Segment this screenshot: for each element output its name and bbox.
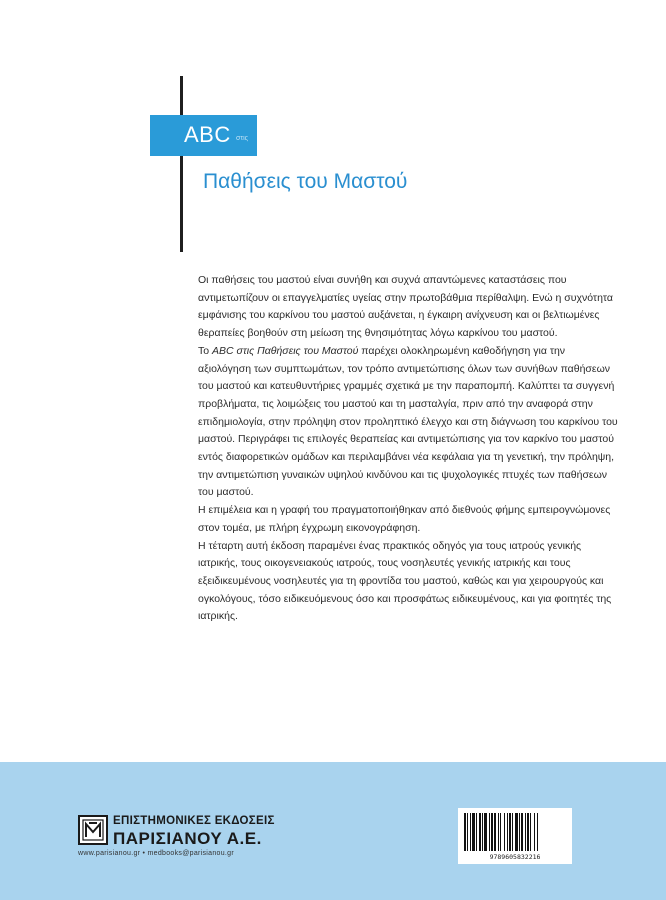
p2-book-title: ABC στις Παθήσεις του Μαστού	[212, 344, 359, 357]
barcode-bar	[507, 813, 508, 851]
paragraph-2	[198, 343, 620, 502]
title-rule	[180, 76, 183, 252]
barcode-bar	[467, 813, 468, 851]
barcode-bar	[525, 813, 526, 851]
p2-intro: Το	[198, 344, 210, 357]
barcode-bar	[519, 813, 520, 851]
barcode-bar	[504, 813, 505, 851]
barcode-bar	[500, 813, 501, 851]
barcode-bar	[484, 813, 487, 851]
barcode-bar	[498, 813, 499, 851]
barcode-bar	[491, 813, 493, 851]
barcode-bar	[530, 813, 531, 851]
publisher-line2: ΠΑΡΙΣΙΑΝΟΥ Α.Ε.	[113, 829, 262, 848]
p2-rest: παρέχει ολοκληρωμένη καθοδήγηση για την αξιολόγηση των συμπτωμάτων, τον τρόπο αντιμετώπισης όλων των συνήθων παθήσεων του μαστού και κατευθυντήριες γραμμές σχετικά με την παραπομπή. Καλύπτει τα συγγενή προβλήματα, τις λοιμώξεις του μαστού και τη μασταλγία, πριν από την αναφορά στην επιδημιολογία, στην πρόληψη στον προληπτικό έλεγχο και στη διάγνωση του καρκίνου του μαστού. Περιγράφει τις επιλογές θεραπείας και αντιμετώπισης για τον καρκίνο του μαστού εντός διαφορετικών ομάδων και περιλαμβάνει νέα κεφάλαια για τη γενετική, την πρόληψη, την αντιμετώπιση γυναικών υψηλού κινδύνου και τις ψυχολογικές πτυχές των παθήσεων του μαστού.	[198, 344, 618, 499]
series-abc: ABC	[184, 122, 231, 147]
barcode-bar	[534, 813, 535, 851]
barcode-bar	[509, 813, 511, 851]
series-tab	[150, 115, 257, 156]
barcode-bar	[527, 813, 529, 851]
barcode-bar	[476, 813, 477, 851]
barcode-bar	[479, 813, 481, 851]
barcode-number: 9789605832216	[489, 853, 541, 861]
publisher-contacts: www.parisianou.gr • medbooks@parisianou.gr	[78, 850, 235, 857]
publisher-logo-icon	[78, 815, 108, 845]
paragraph-1: Οι παθήσεις του μαστού είναι συνήθη και συχνά απαντώμενες καταστάσεις που αντιμετωπίζουν οι επαγγελματίες υγείας στην πρωτοβάθμια περίθαλψη. Ενώ η συχνότητα εμφάνισης του καρκίνου του μαστού αυξάνεται, η έγκαιρη ανίχνευση και οι βελτιωμένες θεραπείες βοηθούν στη μείωση της θνησιμότητας λόγω καρκίνου του μαστού.	[198, 274, 613, 340]
barcode-bar	[515, 813, 518, 851]
barcode-bar	[464, 813, 466, 851]
barcode-bar	[482, 813, 483, 851]
back-cover-text	[198, 272, 620, 626]
barcode-bars	[464, 813, 566, 851]
publisher-line1: ΕΠΙΣΤΗΜΟΝΙΚΕΣ ΕΚΔΟΣΕΙΣ	[113, 815, 275, 827]
barcode-bar	[494, 813, 496, 851]
barcode-bar	[489, 813, 490, 851]
barcode-bar	[472, 813, 475, 851]
barcode-bar	[512, 813, 513, 851]
barcode-bar	[537, 813, 538, 851]
paragraph-3: Η επιμέλεια και η γραφή του πραγματοποιήθηκαν από διεθνούς φήμης εμπειρογνώμονες στον τομέα, με πλήρη έγχρωμη εικονογράφηση.	[198, 504, 611, 534]
barcode-bar	[470, 813, 471, 851]
book-title: Παθήσεις του Μαστού	[203, 170, 408, 193]
paragraph-4: Η τέταρτη αυτή έκδοση παραμένει ένας πρακτικός οδηγός για τους ιατρούς γενικής ιατρικής, τους οικογενειακούς ιατρούς, τους νοσηλευτές γενικής ιατρικής και τους εξειδικευμένους νοσηλευτές για τη φροντίδα του μαστού, καθώς και για χειρουργούς και ογκολόγους, τόσο ειδικευόμενους όσο και προσφάτως ειδικευμένους, και για φοιτητές της ιατρικής.	[198, 539, 612, 623]
barcode	[458, 808, 572, 864]
barcode-bar	[521, 813, 523, 851]
series-stis: στις	[236, 135, 249, 142]
